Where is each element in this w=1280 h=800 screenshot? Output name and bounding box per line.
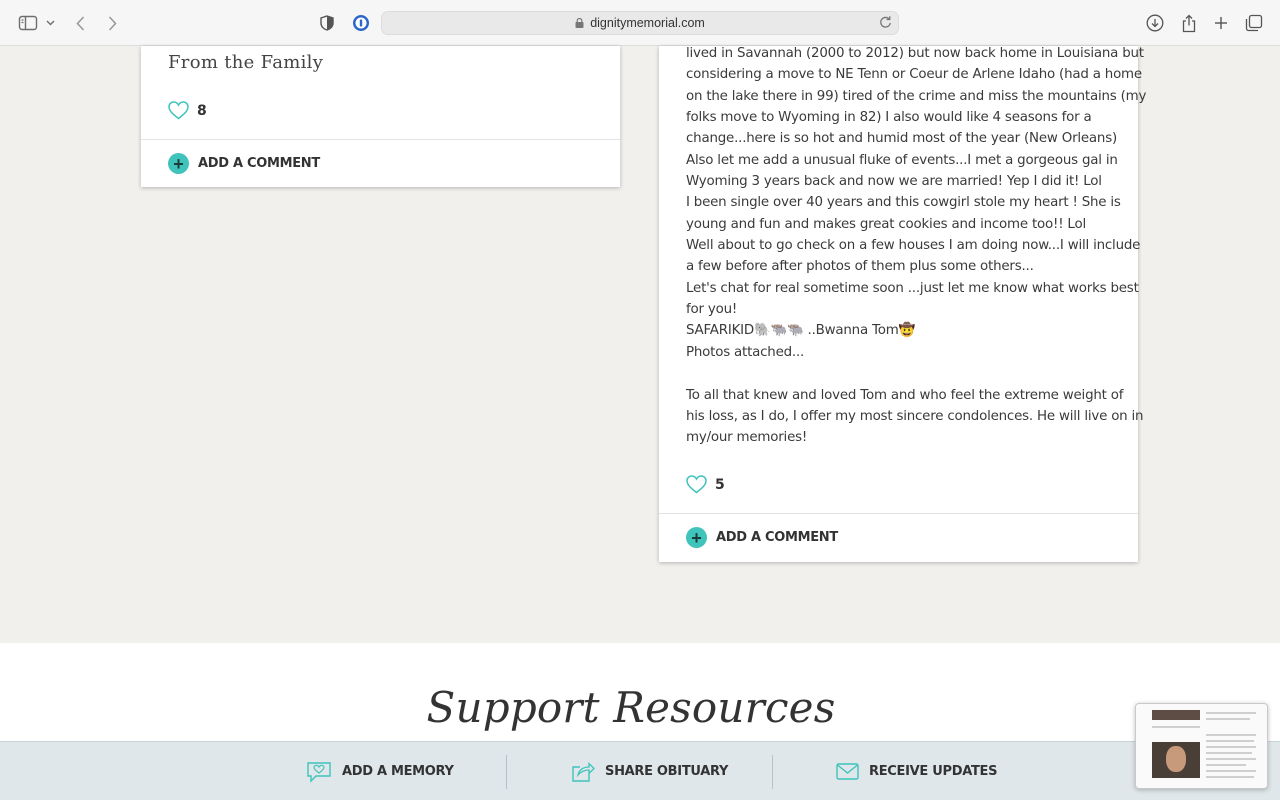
thumbnail-text-line — [1206, 746, 1256, 748]
like-row — [686, 475, 725, 494]
message-line: Wyoming 3 years back and now we are married! Yep I did it! Lol — [686, 174, 1102, 190]
message-line: change...here is so hot and humid most of the year (New Orleans) — [686, 131, 1118, 147]
message-line: considering a move to NE Tenn or Coeur de Arlene Idaho (had a home — [686, 67, 1142, 83]
add-comment-label: ADD A COMMENT — [198, 156, 320, 171]
message-line: young and fun and makes great cookies and income too!! Lol — [686, 216, 1086, 232]
thumbnail-text-line — [1206, 740, 1254, 742]
message-line: Let's chat for real sometime soon ...just let me know what works best — [686, 280, 1139, 296]
tab-overview-icon — [1245, 14, 1263, 32]
password-manager-icon — [352, 14, 370, 32]
thumbnail-text-line — [1206, 764, 1246, 766]
forward-icon — [108, 16, 117, 31]
share-arrow-icon — [571, 761, 595, 783]
add-memory-button[interactable] — [306, 742, 454, 800]
card-divider — [141, 139, 620, 140]
heart-icon[interactable] — [168, 101, 189, 120]
message-line: for you! — [686, 302, 738, 318]
lock-icon — [575, 18, 584, 28]
message-line: my/our memories! — [686, 430, 808, 446]
thumbnail-header-image — [1152, 710, 1200, 720]
plus-icon: + — [168, 153, 189, 174]
reload-icon — [879, 15, 892, 29]
add-memory-label: ADD A MEMORY — [342, 764, 454, 779]
share-button[interactable] — [1179, 11, 1199, 35]
family-memory-card — [141, 46, 620, 187]
receive-updates-label: RECEIVE UPDATES — [869, 764, 998, 779]
speech-bubble-heart-icon — [306, 761, 332, 783]
message-line: his loss, as I do, I offer my most sincere condolences. He will live on in — [686, 408, 1144, 424]
address-bar[interactable] — [381, 11, 899, 35]
message-line: SAFARIKID🐘🐃🐃 ..Bwanna Tom🤠 — [686, 323, 916, 339]
like-count: 5 — [715, 476, 725, 493]
message-line: folks move to Wyoming in 82) I also would like 4 seasons for a — [686, 110, 1092, 126]
tab-overview-button[interactable] — [1244, 11, 1264, 35]
memory-message — [686, 43, 1147, 449]
share-obituary-button[interactable] — [571, 742, 728, 800]
add-comment-button[interactable] — [686, 527, 838, 548]
tab-group-menu-button[interactable] — [44, 11, 56, 35]
new-tab-button[interactable] — [1212, 11, 1230, 35]
share-icon — [1181, 14, 1197, 33]
thumbnail-text-line — [1206, 718, 1250, 720]
thumbnail-text-line — [1206, 758, 1256, 760]
message-line: lived in Savannah (2000 to 2012) but now back home in Louisiana but — [686, 46, 1144, 61]
message-line: I been single over 40 years and this cowgirl stole my heart ! She is — [686, 195, 1121, 211]
add-comment-label: ADD A COMMENT — [716, 530, 838, 545]
message-blank-line — [686, 363, 1116, 384]
reload-button[interactable] — [879, 15, 892, 32]
envelope-icon — [836, 763, 859, 780]
guest-memory-card — [659, 46, 1147, 562]
url-text: dignitymemorial.com — [590, 16, 705, 30]
browser-toolbar — [0, 0, 1280, 46]
password-manager-button[interactable] — [351, 11, 371, 35]
message-line: Well about to go check on a few houses I am doing now...I will include — [686, 238, 1141, 254]
thumbnail-text-line — [1206, 752, 1252, 754]
plus-icon: + — [686, 527, 707, 548]
privacy-report-button[interactable] — [318, 11, 336, 35]
heart-icon[interactable] — [686, 475, 707, 494]
message-line: Photos attached... — [686, 344, 805, 360]
sidebar-icon — [18, 15, 38, 31]
new-tab-icon — [1214, 16, 1228, 30]
back-button[interactable] — [72, 11, 88, 35]
thumbnail-text-line — [1152, 726, 1200, 728]
back-icon — [76, 16, 85, 31]
message-line: a few before after photos of them plus some others... — [686, 259, 1034, 275]
message-line: on the lake there in 99) tired of the crime and miss the mountains (my — [686, 88, 1147, 104]
screenshot-thumbnail[interactable] — [1135, 703, 1268, 789]
receive-updates-button[interactable] — [836, 742, 997, 800]
share-obituary-label: SHARE OBITUARY — [605, 764, 729, 779]
action-divider — [772, 755, 773, 789]
shield-icon — [320, 15, 334, 31]
card-divider — [659, 513, 1138, 514]
action-divider — [506, 755, 507, 789]
like-count: 8 — [197, 102, 207, 119]
card-title: From the Family — [168, 52, 324, 73]
downloads-button[interactable] — [1145, 11, 1165, 35]
forward-button[interactable] — [104, 11, 120, 35]
add-comment-button[interactable] — [168, 153, 320, 174]
bottom-action-bar — [0, 741, 1280, 800]
thumbnail-face — [1166, 746, 1186, 772]
thumbnail-text-line — [1206, 770, 1256, 772]
chevron-down-icon — [46, 20, 55, 26]
thumbnail-text-line — [1206, 712, 1256, 714]
sidebar-toggle-button[interactable] — [16, 11, 40, 35]
download-icon — [1146, 14, 1164, 32]
message-line: To all that knew and loved Tom and who feel the extreme weight of — [686, 387, 1124, 403]
like-row — [168, 101, 207, 120]
thumbnail-text-line — [1206, 734, 1256, 736]
thumbnail-text-line — [1206, 776, 1254, 778]
message-line: Also let me add a unusual fluke of events...I met a gorgeous gal in — [686, 152, 1118, 168]
section-title: Support Resources — [426, 683, 836, 732]
